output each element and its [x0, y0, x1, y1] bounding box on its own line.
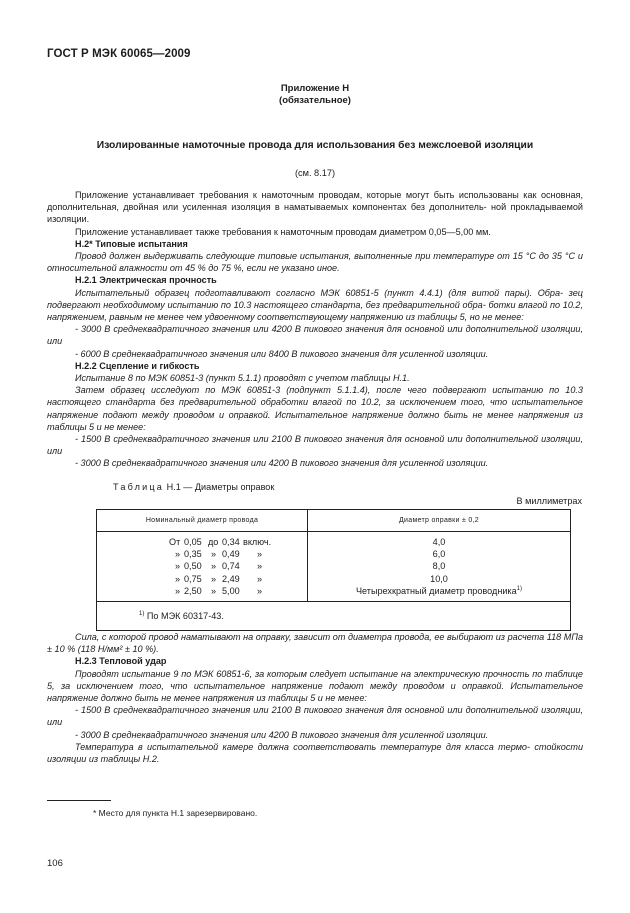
row-mid: » [211, 561, 217, 572]
table-column-mandrel-diameter [308, 532, 570, 601]
table-cell-value: 10,0 [430, 573, 448, 584]
table-units: В миллиметрах [516, 495, 582, 506]
row-prefix: От [169, 537, 181, 548]
row-from: 0,05 [184, 537, 202, 548]
intro-paragraph-2: Приложение устанавливает также требования к намоточным проводам диаметром 0,05—5,00 мм. [75, 226, 491, 237]
h22-list-item-1: - 1500 В среднеквадратичного значения или 2100 В пикового значения для основной или дополнительной изоляции, или [47, 434, 583, 457]
h21-paragraph: Испытательный образец подготавливают согласно МЭК 60851-5 (пункт 4.4.1) (для витой пары). Обра- зец подвергают необходимому испытанию по 10.3 настоящего стандарта, без предварительной обра- ботки влагой по 10.2, напряжением, равным не менее чем удвоенному соответствующему напряжению из таблицы 5, но не менее: [47, 287, 583, 323]
table-row [97, 573, 307, 585]
heading-h21: Н.2.1 Электрическая прочность [75, 275, 217, 286]
table-cell-value: 6,0 [432, 549, 446, 560]
document-code: ГОСТ Р МЭК 60065—2009 [47, 48, 191, 60]
table-body [97, 532, 570, 601]
row-from: 2,50 [184, 585, 202, 596]
h22-paragraph-1: Испытание 8 по МЭК 60851-3 (пункт 5.1.1) проводят с учетом таблицы Н.1. [75, 373, 410, 384]
main-title: Изолированные намоточные провода для использования без межслоевой изоляции [96, 140, 534, 151]
row-mid: » [211, 585, 217, 596]
row-prefix: » [175, 549, 181, 560]
row-from: 0,75 [184, 573, 202, 584]
row-prefix: » [175, 561, 181, 572]
table-row [97, 585, 307, 597]
h2-paragraph: Провод должен выдерживать следующие типовые испытания, выполненные при температуре от 15 °С до 35 °С и относительной влажности от 45 % до 75 %, если не указано иное. [47, 251, 583, 274]
table-cell-value: 4,0 [432, 537, 446, 548]
table-caption-word: Таблица [113, 481, 165, 492]
h21-list-item-2: - 6000 В среднеквадратичного значения или 8400 В пикового значения для усиленной изоляции. [75, 348, 489, 359]
h22-after-table-paragraph: Сила, с которой провод наматывают на оправку, зависит от диаметра провода, ее выбирают из расчета 118 МПа ± 10 % (118 Н/мм² ± 10 %). [47, 632, 583, 655]
heading-h2: Н.2* Типовые испытания [75, 238, 188, 249]
row-to: 2,49 [222, 573, 240, 584]
row-prefix: » [175, 585, 181, 596]
table-note-marker: 1) [139, 610, 145, 617]
row-end: » [257, 549, 263, 560]
table-header-row [97, 510, 570, 532]
row-prefix: » [175, 573, 181, 584]
row-mid: » [211, 549, 217, 560]
row-end: » [257, 585, 263, 596]
table-cell-value [308, 585, 570, 597]
row-end: включ. [243, 537, 272, 548]
row-end: » [257, 561, 263, 572]
table-note [97, 601, 570, 630]
row-to: 0,34 [222, 537, 240, 548]
row-mid: » [211, 573, 217, 584]
table-column-wire-diameter [97, 532, 308, 601]
table-row [97, 560, 307, 572]
heading-h22: Н.2.2 Сцепление и гибкость [75, 360, 200, 371]
page-number: 106 [47, 858, 63, 869]
h23-paragraph: Проводят испытание 9 по МЭК 60851-6, за которым следует испытание на электрическую прочность по таблице 5, за исключением того, что испытательное напряжение подают между проводом и оправкой. Испытательное напряжение должно быть не менее напряжения из таблицы 5 и не менее: [47, 668, 583, 704]
intro-paragraph-1: Приложение устанавливает требования к намоточным проводам, которые могут быть использованы как основная, дополнительная, двойная или усиленная изоляция в наматываемых компонентах без дополнитель- ной прокладываемой изоляции. [47, 190, 583, 225]
section-reference: (см. 8.17) [294, 168, 336, 178]
h23-list-item-1: - 1500 В среднеквадратичного значения или 2100 В пикового значения для основной или дополнительной изоляции, или [47, 705, 583, 728]
h21-list-item-1: - 3000 В среднеквадратичного значения или 4200 В пикового значения для основной или дополнительной изоляции, или [47, 324, 583, 347]
row-mid: до [208, 537, 219, 548]
row-from: 0,35 [184, 549, 202, 560]
table-caption [113, 481, 583, 493]
row-to: 5,00 [222, 585, 240, 596]
h22-paragraph-2: Затем образец исследуют по МЭК 60851-3 (подпункт 5.1.1.4), после чего подвергают испытанию по 10.3 настоящего стандарта без предварительной обработки влагой по 10.2, за исключением того, что испытательное напряжение подают между проводом и оправкой. Испытательное напряжение должно быть не менее напряжения из таблицы 5 и не менее: [47, 385, 583, 432]
annex-status: (обязательное) [279, 95, 351, 106]
heading-h23: Н.2.3 Тепловой удар [75, 656, 167, 667]
mandrel-diameter-table [96, 509, 571, 631]
document-body [47, 189, 583, 765]
footnote-marker: 1) [516, 585, 522, 592]
table-cell-value: 8,0 [432, 561, 446, 572]
table-note-text: По МЭК 60317-43. [146, 611, 224, 622]
table-header-mandrel-diameter: Диаметр оправки ± 0,2 [399, 517, 479, 525]
row-from: 0,50 [184, 561, 202, 572]
table-row [97, 548, 307, 560]
footnote-divider [47, 800, 111, 801]
row-end: » [257, 573, 263, 584]
table-header-wire-diameter: Номинальный диаметр провода [97, 510, 308, 531]
h23-list-item-2: - 3000 В среднеквадратичного значения или 4200 В пикового значения для усиленной изоляции. [75, 729, 489, 740]
table-cell-value-text: Четырехкратный диаметр проводника [355, 585, 517, 596]
footnote: * Место для пункта Н.1 зарезервировано. [93, 808, 258, 818]
h22-list-item-2: - 3000 В среднеквадратичного значения или 4200 В пикового значения для усиленной изоляции. [75, 458, 489, 469]
table-row [97, 536, 307, 548]
row-to: 0,49 [222, 549, 240, 560]
h23-paragraph-2: Температура в испытательной камере должна соответствовать температуре для класса термо- стойкости изоляции из таблицы Н.2. [47, 741, 583, 765]
table-caption-text: Н.1 — Диаметры оправок [166, 481, 275, 492]
row-to: 0,74 [222, 561, 240, 572]
annex-title: Приложение Н [280, 83, 350, 94]
